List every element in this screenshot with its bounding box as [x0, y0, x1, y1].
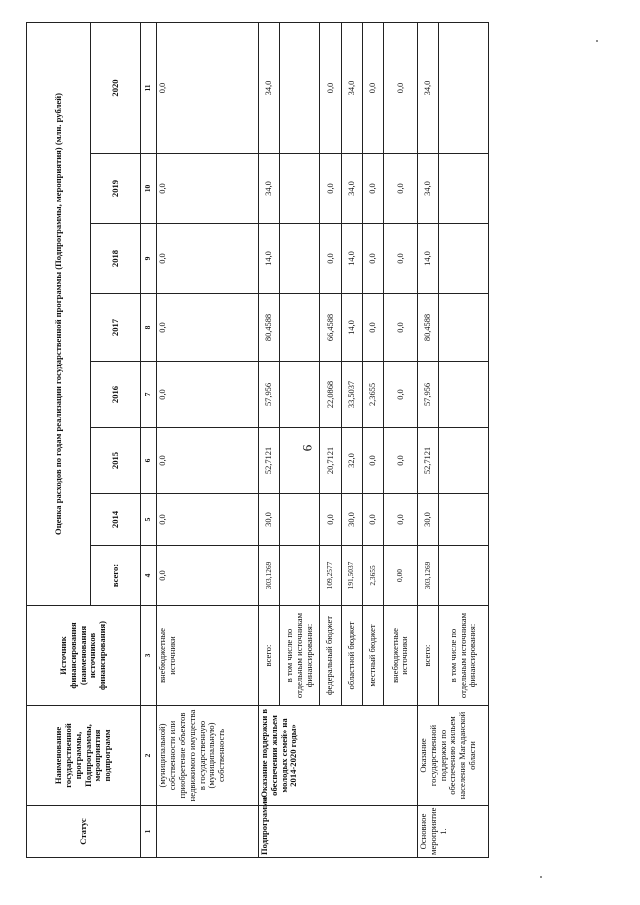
value-cell: 109,2577	[320, 546, 341, 606]
value-cell: 57,956	[258, 362, 279, 428]
value-cell	[280, 546, 320, 606]
value-cell: 2,3655	[362, 362, 383, 428]
value-cell: 14,0	[341, 294, 362, 362]
value-cell: 303,1269	[258, 546, 279, 606]
column-number: 2	[141, 706, 157, 806]
value-cell: 0,0	[383, 224, 417, 294]
value-cell	[280, 22, 320, 153]
value-cell: 303,1269	[417, 546, 438, 606]
value-cell: 33,5037	[341, 362, 362, 428]
value-cell: 14,0	[417, 224, 438, 294]
source-cell: внебюджетные источники	[383, 606, 417, 706]
column-number: 8	[141, 294, 157, 362]
table-row	[157, 22, 259, 857]
value-cell: 52,7121	[417, 428, 438, 494]
value-cell: 0,0	[362, 154, 383, 224]
status-cell: Основное мероприятие 1.	[417, 806, 488, 858]
value-cell: 0,0	[157, 546, 259, 606]
value-cell: 66,4588	[320, 294, 341, 362]
value-cell	[439, 154, 489, 224]
value-cell: 0,0	[362, 494, 383, 546]
value-cell: 34,0	[341, 22, 362, 153]
value-cell: 20,7121	[320, 428, 341, 494]
value-cell	[439, 546, 489, 606]
value-cell: 32,0	[341, 428, 362, 494]
value-cell	[439, 22, 489, 153]
value-cell: 14,0	[258, 224, 279, 294]
year-header: 2018	[91, 224, 141, 294]
value-cell: 34,0	[417, 22, 438, 153]
page-number: 9	[300, 444, 315, 452]
source-cell: в том числе по отдельным источникам финансирования:	[439, 606, 489, 706]
year-header: 2020	[91, 22, 141, 153]
value-cell: 30,0	[258, 494, 279, 546]
value-cell: 0,0	[362, 22, 383, 153]
value-cell: 0,0	[157, 224, 259, 294]
column-number: 9	[141, 224, 157, 294]
source-cell: местный бюджет	[362, 606, 383, 706]
value-cell: 0,0	[320, 22, 341, 153]
value-cell: 0,0	[362, 294, 383, 362]
column-number: 6	[141, 428, 157, 494]
source-cell: федеральный бюджет	[320, 606, 341, 706]
value-cell: 30,0	[417, 494, 438, 546]
estimate-header: Оценка расходов по годам реализации государственной программы (Подпрограммы, мероприятия) (млн. рублей)	[27, 22, 91, 605]
value-cell: 2,3655	[362, 546, 383, 606]
value-cell: 0,0	[383, 22, 417, 153]
column-number: 3	[141, 606, 157, 706]
value-cell: 0,0	[383, 154, 417, 224]
value-cell: 80,4588	[258, 294, 279, 362]
value-cell: 0,0	[383, 362, 417, 428]
value-cell: 57,956	[417, 362, 438, 428]
value-cell	[280, 154, 320, 224]
value-cell	[439, 294, 489, 362]
name-cell: «Оказание поддержки в обеспечении жильем молодых семей» на 2014-2020 годы»	[258, 706, 417, 806]
value-cell: 0,0	[320, 494, 341, 546]
value-cell: 0,0	[320, 154, 341, 224]
column-number: 11	[141, 22, 157, 153]
value-cell: 34,0	[417, 154, 438, 224]
value-cell: 30,0	[341, 494, 362, 546]
year-header: 2016	[91, 362, 141, 428]
value-cell	[439, 224, 489, 294]
value-cell	[439, 362, 489, 428]
value-cell	[280, 428, 320, 494]
year-header: 2017	[91, 294, 141, 362]
value-cell: 0,0	[362, 428, 383, 494]
name-cell: (муниципальной) собственности или приобретение объектов недвижимого имущества в государственную (муниципальную) собственность	[157, 706, 259, 806]
scan-speck	[540, 876, 542, 878]
name-header: Наименование государственной программы, Подпрограммы, мероприятия подпрограмм	[27, 706, 141, 806]
total-header: всего:	[91, 546, 141, 606]
value-cell: 0,0	[362, 224, 383, 294]
scan-speck	[596, 40, 598, 42]
value-cell	[280, 224, 320, 294]
source-cell: в том числе по отдельным источникам финансирования:	[280, 606, 320, 706]
year-header: 2014	[91, 494, 141, 546]
value-cell: 80,4588	[417, 294, 438, 362]
column-number: 5	[141, 494, 157, 546]
value-cell: 0,0	[383, 428, 417, 494]
column-number: 7	[141, 362, 157, 428]
source-cell: всего:	[417, 606, 438, 706]
status-cell	[157, 806, 259, 858]
value-cell	[439, 494, 489, 546]
source-cell: всего:	[258, 606, 279, 706]
value-cell: 0,0	[157, 294, 259, 362]
value-cell: 34,0	[258, 154, 279, 224]
value-cell: 22,0868	[320, 362, 341, 428]
source-header: Источник финансирования (наименования источников финансирования)	[27, 606, 141, 706]
expenditure-table	[26, 22, 489, 858]
value-cell: 0,0	[157, 362, 259, 428]
value-cell: 191,5037	[341, 546, 362, 606]
table-row	[417, 22, 438, 857]
value-cell: 14,0	[341, 224, 362, 294]
value-cell: 0,0	[320, 224, 341, 294]
year-header: 2019	[91, 154, 141, 224]
value-cell	[280, 294, 320, 362]
value-cell: 34,0	[258, 22, 279, 153]
value-cell: 0,0	[157, 154, 259, 224]
source-cell: областной бюджет	[341, 606, 362, 706]
value-cell: 0,00	[383, 546, 417, 606]
status-cell: Подпрограмма	[258, 806, 417, 858]
value-cell	[280, 362, 320, 428]
value-cell	[439, 428, 489, 494]
rotated-table-container	[26, 23, 489, 858]
value-cell: 0,0	[157, 494, 259, 546]
status-header: Статус	[27, 806, 141, 858]
value-cell: 0,0	[157, 22, 259, 153]
year-header: 2015	[91, 428, 141, 494]
value-cell	[280, 494, 320, 546]
value-cell: 34,0	[341, 154, 362, 224]
source-cell: внебюджетные источники	[157, 606, 259, 706]
name-cell: Оказание государственной поддержки по обеспечению жильем населения Магаданской области	[417, 706, 488, 806]
value-cell: 0,0	[383, 494, 417, 546]
value-cell: 0,0	[383, 294, 417, 362]
value-cell: 0,0	[157, 428, 259, 494]
column-number: 4	[141, 546, 157, 606]
value-cell: 52,7121	[258, 428, 279, 494]
table-row	[258, 22, 279, 857]
column-number: 1	[141, 806, 157, 858]
column-number: 10	[141, 154, 157, 224]
